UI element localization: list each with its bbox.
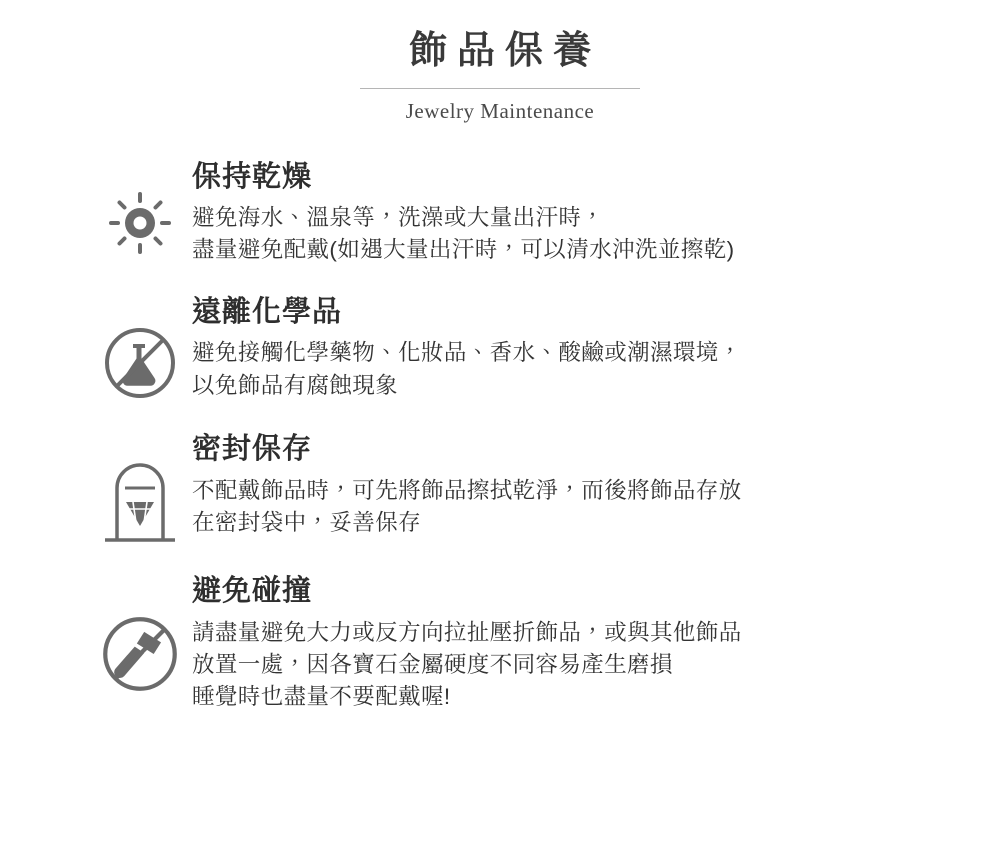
section-keep-dry	[88, 160, 1000, 267]
section-body	[192, 432, 1000, 539]
section-line: 以免飾品有腐蝕現象	[192, 372, 399, 398]
section-line: 盡量避免配戴(如遇大量出汗時，可以清水沖洗並擦乾)	[192, 237, 735, 263]
no-impact-hammer-icon	[88, 574, 192, 694]
section-line: 放置一處，因各寶石金屬硬度不同容易產生磨損	[192, 651, 673, 677]
section-body	[192, 295, 1000, 402]
section-line: 不配戴飾品時，可先將飾品擦拭乾淨，而後將飾品存放	[192, 477, 742, 503]
section-body	[192, 160, 1000, 267]
section-line: 避免海水、溫泉等，洗澡或大量出汗時，	[192, 205, 605, 231]
title-divider	[360, 88, 640, 89]
no-chemicals-icon	[88, 295, 192, 401]
page-title-en: Jewelry Maintenance	[405, 98, 595, 123]
section-avoid-impact	[88, 574, 1000, 713]
section-line: 睡覺時也盡量不要配戴喔!	[192, 683, 451, 709]
section-avoid-chemicals	[88, 295, 1000, 402]
section-title: 保持乾燥	[192, 160, 313, 193]
section-sealed-storage	[88, 432, 1000, 544]
section-line: 避免接觸化學藥物、化妝品、香水、酸鹼或潮濕環境，	[192, 340, 742, 366]
maintenance-sections	[0, 160, 1000, 714]
page-header	[0, 0, 1000, 124]
section-line: 請盡量避免大力或反方向拉扯壓折飾品，或與其他飾品	[192, 619, 742, 645]
section-title: 密封保存	[192, 432, 313, 465]
sun-dry-icon	[88, 160, 192, 260]
section-title: 遠離化學品	[192, 295, 343, 328]
section-body	[192, 574, 1000, 713]
section-line: 在密封袋中，妥善保存	[192, 509, 422, 535]
page-title-zh: 飾品保養	[408, 30, 601, 72]
section-title: 避免碰撞	[192, 574, 313, 607]
sealed-storage-gem-icon	[88, 432, 192, 544]
